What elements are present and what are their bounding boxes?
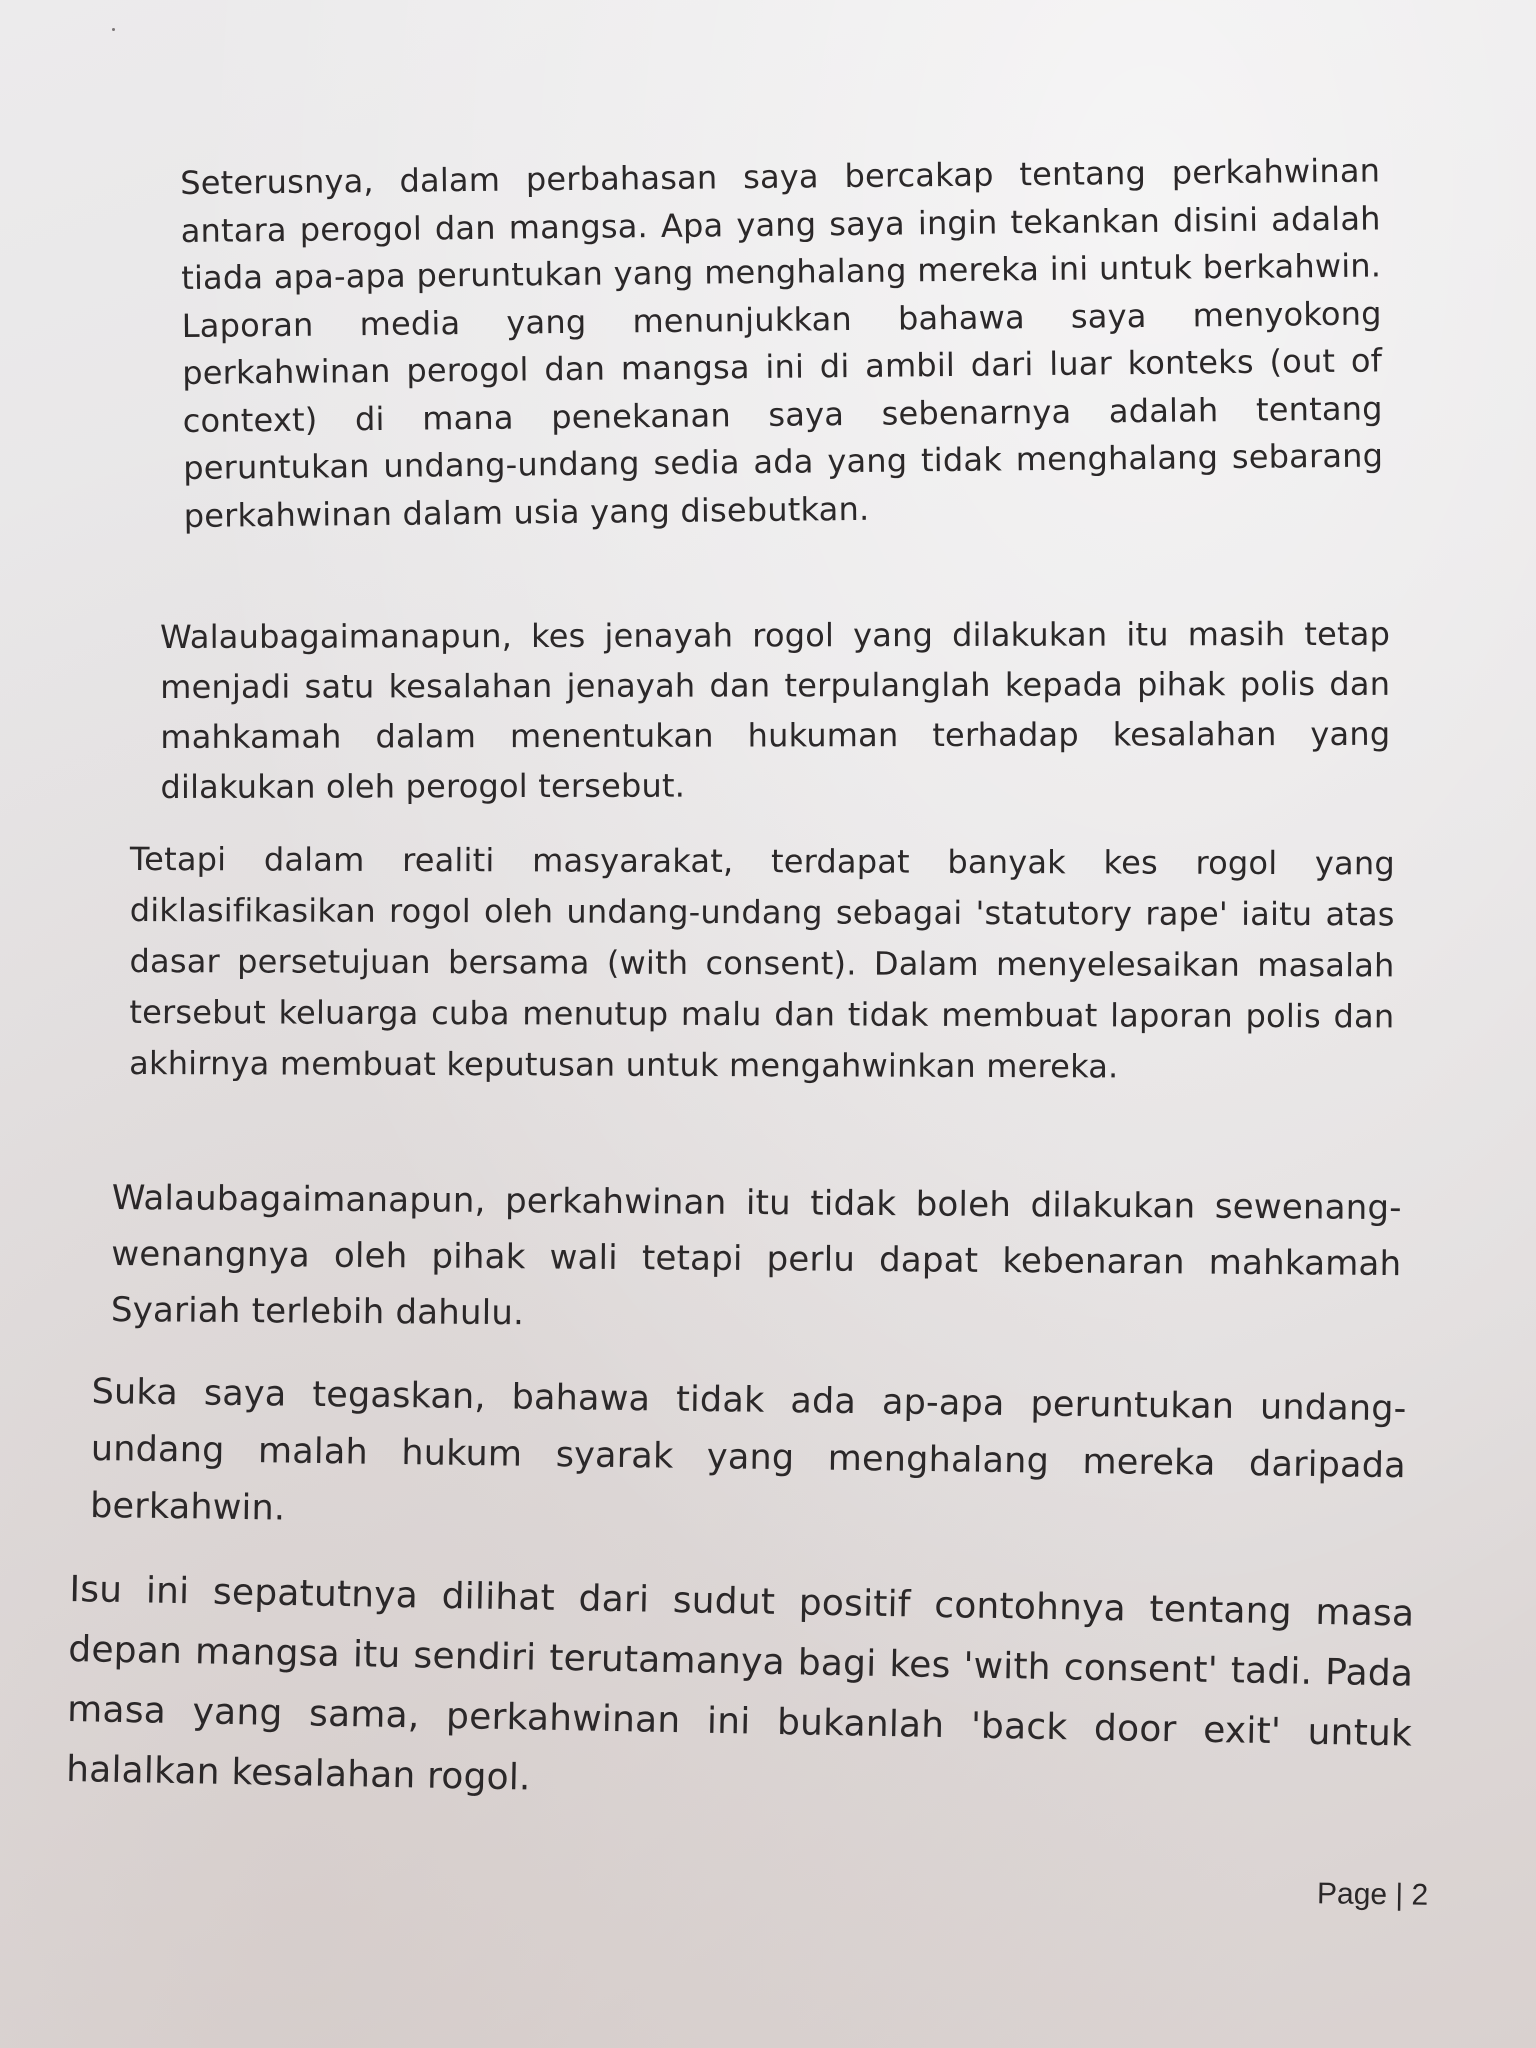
paragraph-3: Tetapi dalam realiti masyarakat, terdapat banyak kes rogol yang diklasifikasikan rogol oleh undang-undang sebagai 'statutory rape' iaitu atas dasar persetujuan bersama (with consent). Dalam menyelesaikan masalah tersebut keluarga cuba menutup malu dan tidak membuat laporan polis dan akhirnya membuat keputusan untuk mengahwinkan mereka.	[129, 839, 1395, 1086]
paragraph-5: Suka saya tegaskan, bahawa tidak ada ap-apa peruntukan undang-undang malah hukum syarak yang menghalang mereka daripada berkahwin.	[89, 1371, 1407, 1529]
paragraph-1: Seterusnya, dalam perbahasan saya bercakap tentang perkahwinan antara perogol dan mangsa. Apa yang saya ingin tekankan disini adalah tiada apa-apa peruntukan yang menghalang mereka ini untuk berkahwin. Laporan media yang menunjukkan bahawa saya menyokong perkahwinan perogol dan mangsa ini di ambil dari luar konteks (out of context) di mana penekanan saya sebenarnya adalah tentang peruntukan undang-undang sedia ada yang tidak menghalang sebarang perkahwinan dalam usia yang disebutkan.	[180, 151, 1384, 535]
paragraph-2: Walaubagaimanapun, kes jenayah rogol yang dilakukan itu masih tetap menjadi satu kesalahan jenayah dan terpulanglah kepada pihak polis dan mahkamah dalam menentukan hukuman terhadap kesalahan yang dilakukan oleh perogol tersebut.	[160, 614, 1391, 806]
paper-speck	[112, 28, 115, 31]
page-number: Page | 2	[1316, 1877, 1429, 1912]
paragraph-6: Isu ini sepatutnya dilihat dari sudut positif contohnya tentang masa depan mangsa itu sendiri terutamanya bagi kes 'with consent' tadi. Pada masa yang sama, perkahwinan ini bukanlah 'back door exit' untuk halalkan kesalahan rogol.	[65, 1568, 1415, 1799]
paragraph-4: Walaubagaimanapun, perkahwinan itu tidak boleh dilakukan sewenang-wenangnya oleh pihak wali tetapi perlu dapat kebenaran mahkamah Syariah terlebih dahulu.	[110, 1177, 1402, 1334]
